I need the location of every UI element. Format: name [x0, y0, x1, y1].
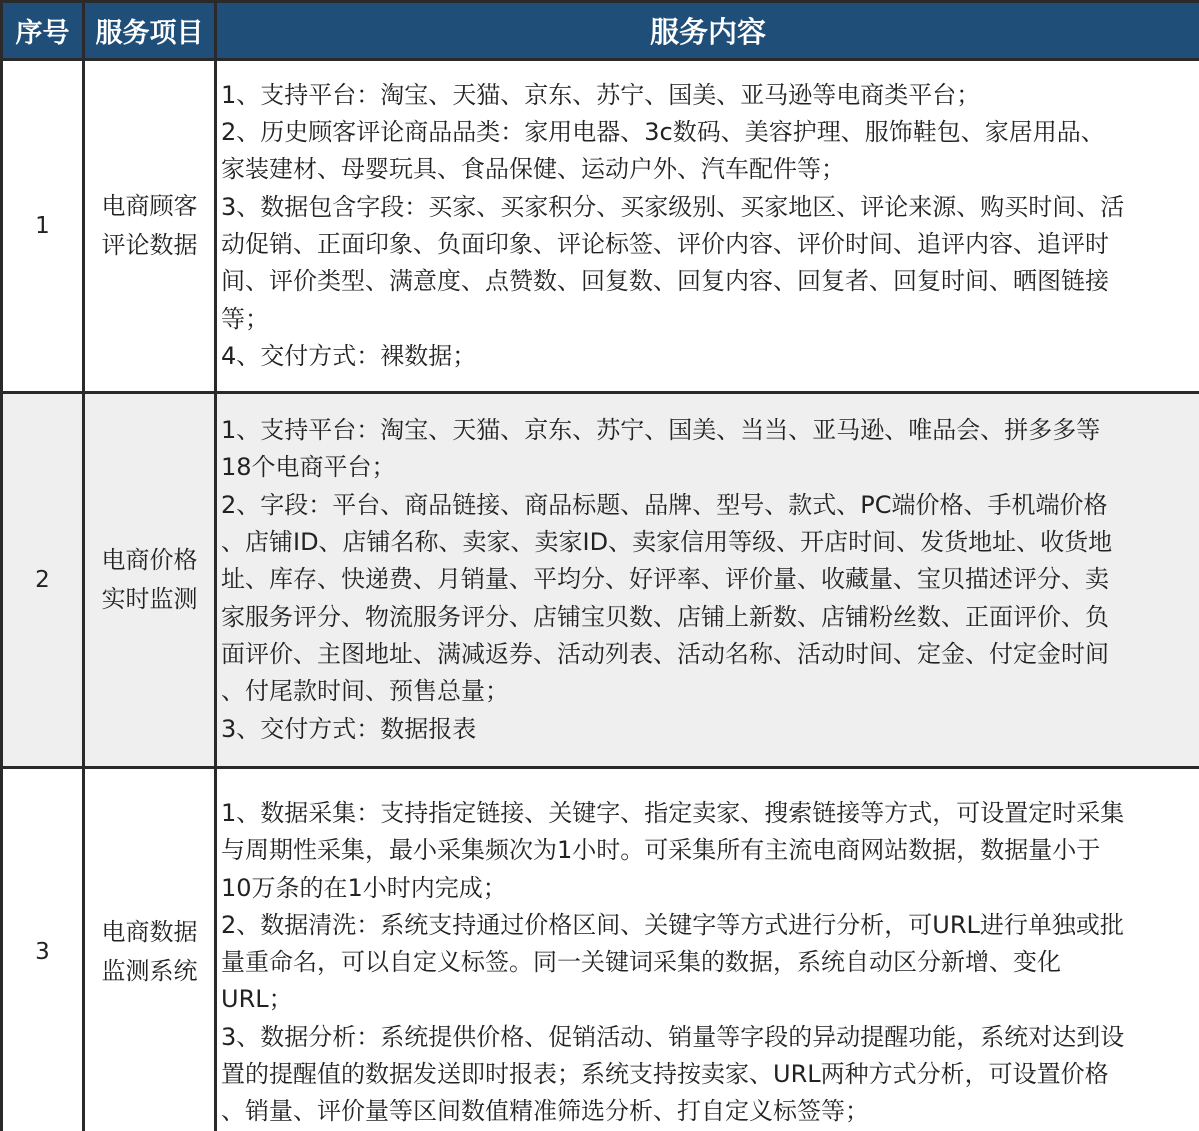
- row-service-item: [84, 393, 216, 768]
- content-line: 址、库存、快递费、月销量、平均分、好评率、评价量、收藏量、宝贝描述评分、卖: [221, 565, 1109, 594]
- row-service-item: [84, 60, 216, 393]
- content-line: 面评价、主图地址、满减返券、活动列表、活动名称、活动时间、定金、付定金时间: [221, 639, 1109, 668]
- table-header: [2, 2, 1199, 60]
- table-body: [2, 60, 1199, 1131]
- content-line: 2、数据清洗：系统支持通过价格区间、关键字等方式进行分析，可URL进行单独或批: [221, 910, 1124, 939]
- row-service-item: [84, 768, 216, 1131]
- content-line: 10万条的在1小时内完成；: [221, 873, 507, 902]
- content-line: 3、数据包含字段：买家、买家积分、买家级别、买家地区、评论来源、购买时间、活: [221, 192, 1125, 221]
- content-line: 家服务评分、物流服务评分、店铺宝贝数、店铺上新数、店铺粉丝数、正面评价、负: [221, 602, 1109, 631]
- table-row: [2, 393, 1199, 768]
- content-line: 1、数据采集：支持指定链接、关键字、指定卖家、搜索链接等方式，可设置定时采集: [221, 799, 1125, 827]
- service-item-line: 电商顾客: [101, 192, 198, 220]
- content-line: 与周期性采集，最小采集频次为1小时。可采集所有主流电商网站数据，数据量小于: [221, 836, 1101, 865]
- content-line: 家装建材、母婴玩具、食品保健、运动户外、汽车配件等；: [221, 155, 845, 184]
- row-index: 1: [2, 60, 84, 393]
- content-line: 4、交付方式：裸数据；: [221, 341, 477, 370]
- header-service-content: 服务内容: [216, 2, 1199, 60]
- row-service-content: [216, 60, 1199, 393]
- header-row: [2, 2, 1199, 60]
- service-item-line: 电商价格: [101, 546, 198, 574]
- row-index: 2: [2, 393, 84, 768]
- header-index: 序号: [2, 2, 84, 60]
- content-line: 3、数据分析：系统提供价格、促销活动、销量等字段的异动提醒功能，系统对达到设: [221, 1022, 1125, 1051]
- content-line: 3、交付方式：数据报表: [221, 714, 477, 743]
- content-line: 等；: [221, 304, 269, 333]
- content-line: 置的提醒值的数据发送即时报表；系统支持按卖家、URL两种方式分析，可设置价格: [221, 1060, 1109, 1089]
- row-service-content: [216, 393, 1199, 768]
- content-line: 间、评价类型、满意度、点赞数、回复数、回复内容、回复者、回复时间、晒图链接: [221, 267, 1109, 296]
- content-line: 、付尾款时间、预售总量；: [221, 677, 509, 706]
- content-line: 量重命名，可以自定义标签。同一关键词采集的数据，系统自动区分新增、变化: [221, 948, 1061, 977]
- content-line: 1、支持平台：淘宝、天猫、京东、苏宁、国美、亚马逊等电商类平台；: [221, 80, 981, 109]
- header-service-item: 服务项目: [84, 2, 216, 60]
- content-line: 动促销、正面印象、负面印象、评论标签、评价内容、评价时间、追评内容、追评时: [221, 230, 1109, 258]
- table-row: [2, 60, 1199, 393]
- row-index: 3: [2, 768, 84, 1131]
- content-line: 、店铺ID、店铺名称、卖家、卖家ID、卖家信用等级、开店时间、发货地址、收货地: [221, 528, 1113, 557]
- content-line: URL；: [221, 985, 293, 1014]
- content-line: 、销量、评价量等区间数值精准筛选分析、打自定义标签等；: [221, 1097, 869, 1126]
- service-item-line: 电商数据: [101, 918, 198, 947]
- content-line: 18个电商平台；: [221, 453, 396, 482]
- content-line: 2、历史顾客评论商品品类：家用电器、3c数码、美容护理、服饰鞋包、家居用品、: [221, 118, 1105, 147]
- row-service-content: [216, 768, 1199, 1131]
- service-item-line: 监测系统: [101, 957, 198, 986]
- content-line: 1、支持平台：淘宝、天猫、京东、苏宁、国美、当当、亚马逊、唯品会、拼多多等: [221, 416, 1101, 445]
- service-item-line: 评论数据: [101, 231, 198, 259]
- content-line: 2、字段：平台、商品链接、商品标题、品牌、型号、款式、PC端价格、手机端价格: [221, 490, 1108, 519]
- service-item-line: 实时监测: [101, 585, 198, 613]
- table-row: [2, 768, 1199, 1131]
